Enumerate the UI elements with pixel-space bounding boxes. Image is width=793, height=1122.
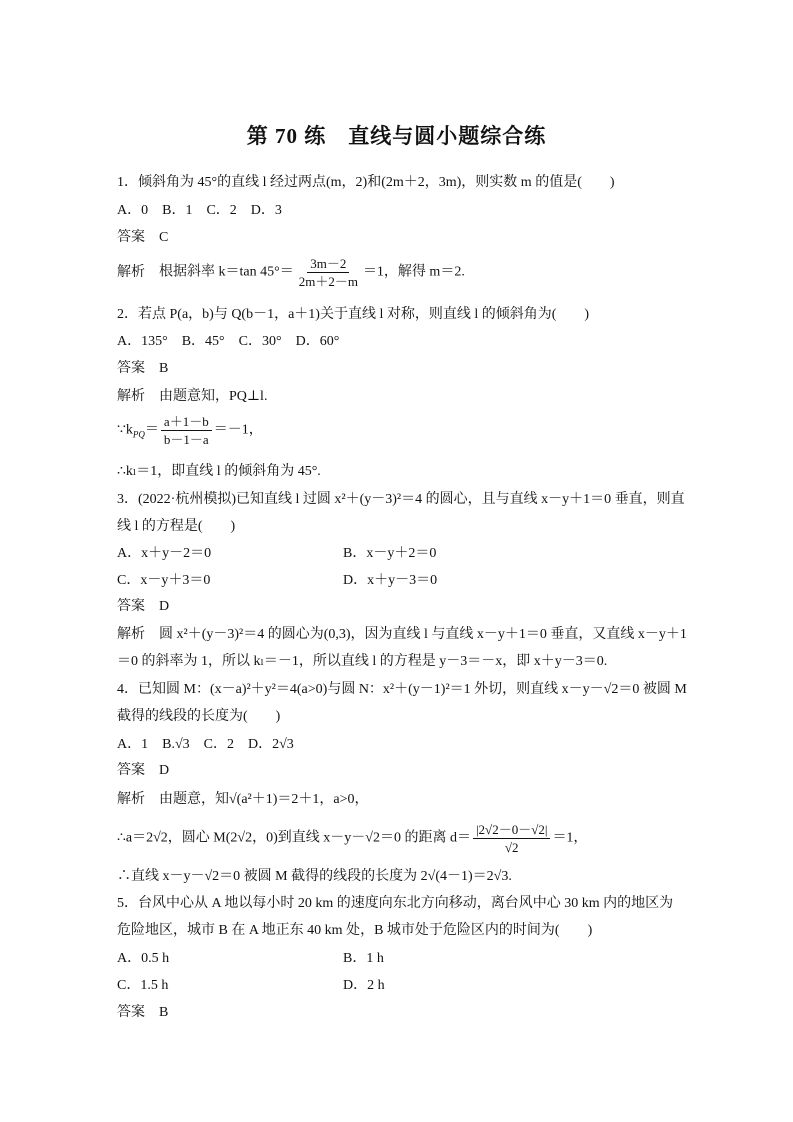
analysis-text: ∴a＝2√2，圆心 M(2√2，0)到直线 x－y－√2＝0 的距离 d＝	[117, 830, 471, 846]
analysis-text: 根据斜率 k＝tan 45°＝	[159, 264, 294, 280]
q2-options: A．135° B．45° C．30° D．60°	[117, 334, 340, 349]
q4-stem-2: 截得的线段的长度为( )	[117, 709, 281, 724]
analysis-label: 解析	[117, 389, 145, 404]
equals: ＝	[144, 422, 159, 438]
answer-value: C	[159, 230, 169, 245]
q5-option-b: B．1 h	[343, 951, 384, 966]
q3-option-d: D．x＋y－3＝0	[343, 573, 438, 588]
analysis-label: 解析	[117, 627, 145, 642]
analysis-text: ＝1，	[552, 830, 588, 846]
answer-label: 答案	[117, 230, 145, 245]
q4-answer	[117, 762, 169, 780]
analysis-label: 解析	[117, 264, 145, 280]
q4-analysis-1	[117, 791, 369, 809]
analysis-label: 解析	[117, 792, 145, 807]
answer-label: 答案	[117, 599, 145, 614]
q4-stem-1: 4．已知圆 M：(x－a)²＋y²＝4(a>0)与圆 N：x²＋(y－1)²＝1 外切，则直线 x－y－√2＝0 被圆 M	[117, 682, 687, 697]
q3-stem-2: 线 l 的方程是( )	[117, 519, 236, 534]
q4-options: A．1 B.√3 C．2 D．2√3	[117, 737, 294, 752]
q3-analysis-2: ＝0 的斜率为 1，所以 kₗ＝－1，所以直线 l 的方程是 y－3＝－x，即 x＋y－3＝0.	[117, 654, 608, 669]
denominator: b－1－a	[163, 432, 209, 447]
denominator: 2m＋2－m	[298, 274, 358, 289]
answer-label: 答案	[117, 763, 145, 778]
q2-stem: 2．若点 P(a，b)与 Q(b－1，a＋1)关于直线 l 对称，则直线 l 的倾斜角为( )	[117, 307, 590, 322]
q2-answer	[117, 360, 168, 378]
page-title: 第 70 练 直线与圆小题综合练	[246, 124, 547, 148]
q2-analysis	[117, 388, 267, 406]
q5-stem-2: 危险地区，城市 B 在 A 地正东 40 km 处，B 城市处于危险区内的时间为( )	[117, 923, 593, 938]
slope-subscript: PQ	[132, 429, 145, 440]
q5-answer	[117, 1004, 168, 1022]
q3-answer	[117, 598, 169, 616]
analysis-text: ＝－1，	[213, 422, 263, 438]
q2-slope	[117, 413, 263, 448]
q1-analysis	[117, 255, 465, 290]
denominator: √2	[504, 840, 519, 855]
q2-conclusion: ∴kₗ＝1，即直线 l 的倾斜角为 45°.	[117, 464, 321, 479]
q1-answer	[117, 229, 168, 247]
analysis-text: ＝1，解得 m＝2.	[362, 264, 465, 280]
q1-stem: 1．倾斜角为 45°的直线 l 经过两点(m，2)和(2m＋2，3m)，则实数 m 的值是( )	[117, 175, 615, 190]
numerator: a＋1－b	[161, 413, 212, 431]
q1-options: A．0 B．1 C．2 D．3	[117, 203, 282, 218]
q3-option-c: C．x－y＋3＝0	[117, 573, 211, 588]
fraction	[473, 821, 550, 856]
analysis-text: 由题意，知√(a²＋1)＝2＋1，a>0，	[159, 792, 369, 807]
answer-label: 答案	[117, 361, 145, 376]
q5-option-a: A．0.5 h	[117, 951, 170, 966]
fraction	[296, 255, 361, 290]
answer-label: 答案	[117, 1005, 145, 1020]
analysis-text: 由题意知，PQ⊥l.	[159, 389, 268, 404]
answer-value: B	[159, 1005, 169, 1020]
q5-option-d: D．2 h	[343, 978, 385, 993]
q3-option-a: A．x＋y－2＝0	[117, 546, 212, 561]
slope-symbol: ∵k	[117, 422, 133, 438]
numerator: 3m－2	[307, 255, 349, 273]
answer-value: D	[159, 599, 170, 614]
q3-analysis-1	[117, 626, 687, 644]
answer-value: B	[159, 361, 169, 376]
numerator: |2√2－0－√2|	[473, 821, 550, 839]
analysis-text: 圆 x²＋(y－3)²＝4 的圆心为(0,3)，因为直线 l 与直线 x－y＋1＝0 垂直，又直线 x－y＋1	[159, 627, 687, 642]
q5-stem-1: 5．台风中心从 A 地以每小时 20 km 的速度向东北方向移动，离台风中心 30 km 内的地区为	[117, 896, 674, 911]
q4-conclusion: ∴直线 x－y－√2＝0 被圆 M 截得的线段的长度为 2√(4－1)＝2√3.	[117, 869, 512, 884]
fraction	[161, 413, 212, 448]
q3-option-b: B．x－y＋2＝0	[343, 546, 437, 561]
q4-analysis-2	[117, 821, 587, 856]
answer-value: D	[159, 763, 170, 778]
q5-option-c: C．1.5 h	[117, 978, 169, 993]
q3-stem-1: 3．(2022·杭州模拟)已知直线 l 过圆 x²＋(y－3)²＝4 的圆心，且与直线 x－y＋1＝0 垂直，则直	[117, 492, 685, 507]
